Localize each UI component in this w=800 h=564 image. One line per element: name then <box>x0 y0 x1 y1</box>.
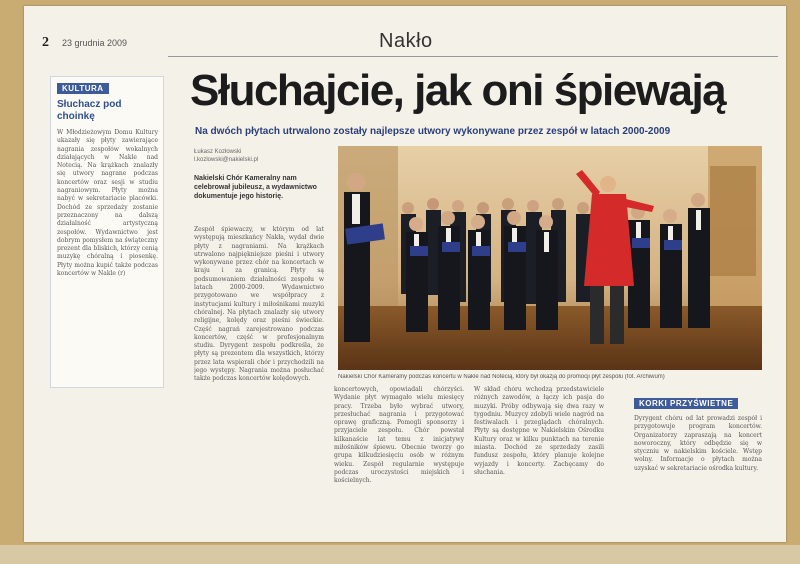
article-lead: Nakielski Chór Kameralny nam celebrował jubileusz, a wydawnictwo dokumentuje jego historię. <box>194 175 317 200</box>
issue-date: 23 grudnia 2009 <box>62 38 128 48</box>
article-subhead: Na dwóch płytach utrwalono zostały najlepsze utwory wykonywane przez zespół w latach 2000-2009 <box>195 126 671 137</box>
sidebar-text: W Młodzieżowym Domu Kultury ukazały się płyty zawierające nagrania zespołów wokalnych działających w Nakle nad Notecią. Na krążkach znalazły się utwory nagrane podczas koncertów oraz sesji w studiu nagraniowym. Płyty można nabyć w sekretariacie placówki. Dochód ze sprzedaży zostanie przeznaczony na dalszą działalność artystyczną zespołów. Wydawnictwo jest dobrym pomysłem na świąteczny prezent dla bliskich, którzy cenią muzykę chóralną i piosenkę. Płyty można kupić także podczas koncertów w Nakle (r) <box>57 129 158 278</box>
article-column-3: W skład chóru wchodzą przedstawiciele różnych zawodów, a łączy ich pasja do muzyki. Próby odbywają się dwa razy w tygodniu. Muzycy zdobyli wiele nagród na festiwalach i przeglądach chóralnych. Płyty są dostępne w Nakielskim Ośrodku Kultury oraz w kilku punktach na terenie miasta. Dochód ze sprzedaży zasili fundusz zespołu, który planuje kolejne wyjazdy i koncerty. Zachęcamy do słuchania. <box>474 386 604 476</box>
article-column-2: koncertowych, opowiadali chórzyści. Wydanie płyt wymagało wielu miesięcy pracy. Trzeba było wybrać utwory, przesłuchać nagrania i przygotować oprawę graficzną. Pomogli sponsorzy i przyjaciele zespołu. Chór powstał kilkanaście lat temu z inicjatywy miłośników śpiewu. Obecnie tworzy go grupa kilkudziesięciu osób w różnym wieku. Zespół regularnie występuje podczas uroczystości miejskich i kościelnych. <box>334 386 464 485</box>
article-column-1: Zespół śpiewaczy, w którym od lat występują mieszkańcy Nakła, wydał dwie płyty z nagraniami. Na krążkach utrwalono najpiękniejsze pieśni i utwory wykonywane przez chór na koncertach w kraju i za granicą. Płyty są podsumowaniem działalności zespołu w latach 2000-2009. Wydawnictwo przygotowano we współpracy z instytucjami kultury i miłośnikami muzyki chóralnej. Na płytach znalazły się utwory religijne, kolędy oraz pieśni świeckie. Część nagrań zarejestrowano podczas koncertów, część w profesjonalnym studiu. Dyrygent zespołu podkreśla, że płyty są prezentem dla wszystkich, którzy przez lata wspierali chór i przychodzili na jego występy. Nagrania można posłuchać także podczas koncertów kolędowych. <box>194 226 324 383</box>
sidebar-badge: KULTURA <box>57 83 109 94</box>
photo-caption: Nakielski Chór Kameralny podczas koncertu w Nakle nad Notecią, który był okazją do promocji płyt zespołu (fot. Archiwum) <box>338 374 665 380</box>
article-byline: Łukasz Kozłowski l.kozlowski@nakielski.pl <box>194 149 259 163</box>
sidebar-title: Słuchacz pod choinkę <box>57 99 122 122</box>
header-divider <box>168 56 778 57</box>
choir-photo <box>338 146 762 370</box>
scan-backdrop <box>0 545 800 564</box>
article-column-4: Dyrygent chóru od lat prowadzi zespół i przygotowuje program koncertów. Organizatorzy zapraszają na koncert noworoczny, który odbędzie się w styczniu w nakielskim kościele. Wstęp wolny. Informacje o płytach można uzyskać w sekretariacie ośrodka kultury. <box>634 415 762 472</box>
box-badge: KORKI PRZYŚWIETNE <box>634 398 738 409</box>
page-number: 2 <box>42 35 49 50</box>
article-headline: Słuchajcie, jak oni śpiewają <box>190 66 726 115</box>
sidebar-box <box>50 76 164 388</box>
section-title: Nakło <box>379 30 433 52</box>
